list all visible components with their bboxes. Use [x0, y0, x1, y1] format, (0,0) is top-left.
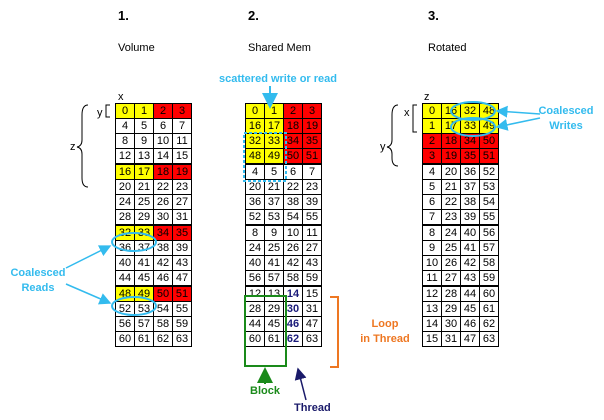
volume-grid-cell: 22 [154, 180, 173, 195]
rotated-grid-cell: 47 [461, 332, 480, 347]
coalesced-read-arrow-2 [66, 284, 110, 303]
shared-mem-grid-cell: 10 [284, 225, 303, 241]
rotated-grid-cell: 29 [442, 302, 461, 317]
volume-grid-cell: 12 [116, 149, 135, 165]
shared-mem-grid-cell: 6 [284, 164, 303, 180]
rotated-grid-cell: 35 [461, 149, 480, 165]
shared-mem-grid-cell: 1 [265, 104, 284, 119]
shared-mem-grid-cell: 30 [284, 302, 303, 317]
rotated-grid-cell: 52 [480, 164, 499, 180]
rotated-grid-cell: 54 [480, 195, 499, 210]
shared-mem-grid-cell: 25 [265, 241, 284, 256]
volume-grid-cell: 29 [135, 210, 154, 226]
shared-mem-grid-cell: 31 [303, 302, 322, 317]
volume-grid-cell: 46 [154, 271, 173, 287]
rotated-grid-cell: 57 [480, 241, 499, 256]
volume-grid-cell: 6 [154, 119, 173, 134]
shared-mem-grid-cell: 23 [303, 180, 322, 195]
rotated-grid-cell: 3 [423, 149, 442, 165]
thread-arrow [298, 369, 306, 400]
rotated-grid-cell: 46 [461, 317, 480, 332]
volume-z-axis-label: z [70, 141, 76, 153]
shared-mem-grid-cell: 2 [284, 104, 303, 119]
shared-mem-grid-cell: 60 [246, 332, 265, 347]
rotated-grid-cell: 36 [461, 164, 480, 180]
rotated-grid-cell: 60 [480, 286, 499, 302]
volume-grid-cell: 11 [173, 134, 192, 149]
rotated-grid-cell: 30 [442, 317, 461, 332]
rotated-grid-cell: 21 [442, 180, 461, 195]
rotated-grid-cell: 59 [480, 271, 499, 287]
volume-grid-cell: 45 [135, 271, 154, 287]
shared-mem-grid-cell: 21 [265, 180, 284, 195]
volume-grid-cell: 53 [135, 302, 154, 317]
rotated-x-bracket [413, 105, 417, 132]
step-2-caption: Shared Mem [248, 42, 311, 54]
volume-grid-cell: 9 [135, 134, 154, 149]
shared-mem-grid-cell: 58 [284, 271, 303, 287]
coalesced-read-ellipse-2 [112, 297, 156, 315]
volume-grid-cell: 38 [154, 241, 173, 256]
shared-mem-grid-cell: 14 [284, 286, 303, 302]
step-2-number: 2. [248, 8, 259, 23]
loop-in-thread-label: Loop in Thread [360, 318, 410, 345]
loop-bracket [330, 297, 338, 367]
shared-mem-grid-cell: 16 [246, 119, 265, 134]
volume-grid-cell: 61 [135, 332, 154, 347]
volume-grid-cell: 33 [135, 225, 154, 241]
volume-grid-cell: 13 [135, 149, 154, 165]
rotated-grid-cell: 61 [480, 302, 499, 317]
shared-mem-grid-cell: 50 [284, 149, 303, 165]
volume-grid-cell: 43 [173, 256, 192, 271]
coalesced-read-ellipse-1 [112, 233, 156, 251]
shared-mem-grid-cell: 37 [265, 195, 284, 210]
volume-grid-cell: 40 [116, 256, 135, 271]
shared-mem-grid-cell: 18 [284, 119, 303, 134]
shared-mem-grid-cell: 35 [303, 134, 322, 149]
rotated-grid-cell: 5 [423, 180, 442, 195]
volume-grid-cell: 32 [116, 225, 135, 241]
scattered-dashed-box [244, 133, 286, 181]
scattered-write-label: scattered write or read [219, 73, 337, 85]
volume-grid-cell: 25 [135, 195, 154, 210]
step-3-caption: Rotated [428, 42, 467, 54]
block-label: Block [250, 385, 280, 397]
shared-mem-grid-cell: 52 [246, 210, 265, 226]
volume-grid-cell: 57 [135, 317, 154, 332]
shared-mem-grid-cell: 44 [246, 317, 265, 332]
volume-grid-cell: 44 [116, 271, 135, 287]
volume-grid-cell: 17 [135, 164, 154, 180]
shared-mem-grid-cell: 46 [284, 317, 303, 332]
shared-mem-grid-cell: 55 [303, 210, 322, 226]
rotated-grid-cell: 7 [423, 210, 442, 226]
shared-mem-grid-cell: 45 [265, 317, 284, 332]
rotated-grid-cell: 10 [423, 256, 442, 271]
volume-grid-cell: 55 [173, 302, 192, 317]
shared-mem-grid-cell: 51 [303, 149, 322, 165]
coalesced-reads-label: Coalesced Reads [10, 267, 66, 294]
rotated-grid-cell: 22 [442, 195, 461, 210]
rotated-grid-cell: 4 [423, 164, 442, 180]
shared-mem-grid-cell: 62 [284, 332, 303, 347]
shared-mem-grid-cell: 9 [265, 225, 284, 241]
shared-mem-grid-cell: 57 [265, 271, 284, 287]
volume-grid-cell: 28 [116, 210, 135, 226]
volume-y-axis-label: y [97, 107, 103, 119]
volume-grid-cell: 16 [116, 164, 135, 180]
shared-mem-grid-cell: 20 [246, 180, 265, 195]
volume-grid-cell: 34 [154, 225, 173, 241]
shared-mem-grid-cell: 61 [265, 332, 284, 347]
shared-mem-grid-cell: 8 [246, 225, 265, 241]
shared-mem-grid-cell: 26 [284, 241, 303, 256]
volume-grid-cell: 2 [154, 104, 173, 119]
shared-mem-grid-cell: 33 [265, 134, 284, 149]
shared-mem-grid-cell: 19 [303, 119, 322, 134]
rotated-z-axis-label: z [424, 91, 430, 103]
volume-grid-cell: 36 [116, 241, 135, 256]
coalesced-write-arrow-2 [497, 118, 540, 127]
shared-mem-grid-cell: 49 [265, 149, 284, 165]
volume-grid-cell: 39 [173, 241, 192, 256]
shared-mem-grid-cell: 59 [303, 271, 322, 287]
rotated-grid-cell: 55 [480, 210, 499, 226]
volume-grid-cell: 35 [173, 225, 192, 241]
rotated-grid-cell: 53 [480, 180, 499, 195]
volume-grid-cell: 26 [154, 195, 173, 210]
volume-grid-cell: 7 [173, 119, 192, 134]
shared-mem-grid-cell: 4 [246, 164, 265, 180]
volume-grid-cell: 48 [116, 286, 135, 302]
rotated-grid-cell: 18 [442, 134, 461, 149]
volume-grid-cell: 20 [116, 180, 135, 195]
rotated-grid-cell: 49 [480, 119, 499, 134]
rotated-grid-cell: 41 [461, 241, 480, 256]
shared-mem-grid-cell: 63 [303, 332, 322, 347]
shared-mem-grid-cell: 17 [265, 119, 284, 134]
step-1-caption: Volume [118, 42, 155, 54]
rotated-grid-cell: 37 [461, 180, 480, 195]
rotated-grid-cell: 15 [423, 332, 442, 347]
volume-grid-cell: 19 [173, 164, 192, 180]
rotated-grid-cell: 25 [442, 241, 461, 256]
rotated-grid-cell: 11 [423, 271, 442, 287]
rotated-grid-cell: 38 [461, 195, 480, 210]
rotated-grid-cell: 17 [442, 119, 461, 134]
shared-mem-grid-cell: 54 [284, 210, 303, 226]
shared-mem-grid-cell: 42 [284, 256, 303, 271]
shared-mem-grid-cell: 27 [303, 241, 322, 256]
volume-x-axis-label: x [118, 91, 124, 103]
rotated-grid-cell: 40 [461, 225, 480, 241]
shared-mem-grid-cell: 32 [246, 134, 265, 149]
rotated-grid-cell: 34 [461, 134, 480, 149]
rotated-grid-cell: 1 [423, 119, 442, 134]
volume-grid-cell: 15 [173, 149, 192, 165]
rotated-grid-cell: 26 [442, 256, 461, 271]
rotated-grid-cell: 48 [480, 104, 499, 119]
rotated-grid-cell: 8 [423, 225, 442, 241]
shared-mem-grid-cell: 36 [246, 195, 265, 210]
rotated-grid-cell: 6 [423, 195, 442, 210]
volume-grid-cell: 54 [154, 302, 173, 317]
volume-grid-cell: 0 [116, 104, 135, 119]
shared-mem-grid-cell: 40 [246, 256, 265, 271]
volume-grid-cell: 50 [154, 286, 173, 302]
volume-grid-cell: 5 [135, 119, 154, 134]
rotated-grid-cell: 62 [480, 317, 499, 332]
step-1-number: 1. [118, 8, 129, 23]
volume-grid-cell: 56 [116, 317, 135, 332]
rotated-grid-cell: 13 [423, 302, 442, 317]
volume-grid-cell: 31 [173, 210, 192, 226]
shared-mem-grid-cell: 53 [265, 210, 284, 226]
shared-mem-grid-cell: 34 [284, 134, 303, 149]
rotated-grid-cell: 20 [442, 164, 461, 180]
coalesced-write-arrow-1 [497, 111, 540, 114]
volume-grid-cell: 37 [135, 241, 154, 256]
volume-grid-cell: 58 [154, 317, 173, 332]
rotated-grid-cell: 43 [461, 271, 480, 287]
shared-mem-grid-cell: 28 [246, 302, 265, 317]
rotated-grid-cell: 0 [423, 104, 442, 119]
volume-grid-cell: 62 [154, 332, 173, 347]
shared-mem-grid-cell: 43 [303, 256, 322, 271]
rotated-grid-cell: 33 [461, 119, 480, 134]
volume-grid-cell: 51 [173, 286, 192, 302]
shared-mem-grid-cell: 11 [303, 225, 322, 241]
rotated-grid-cell: 28 [442, 286, 461, 302]
volume-grid-cell: 10 [154, 134, 173, 149]
block-box [245, 296, 286, 366]
rotated-grid-cell: 2 [423, 134, 442, 149]
volume-grid-cell: 21 [135, 180, 154, 195]
rotated-grid-cell: 23 [442, 210, 461, 226]
shared-mem-grid-cell: 48 [246, 149, 265, 165]
shared-mem-grid-cell: 15 [303, 286, 322, 302]
volume-grid-cell: 49 [135, 286, 154, 302]
shared-mem-grid-cell: 39 [303, 195, 322, 210]
shared-mem-grid-cell: 22 [284, 180, 303, 195]
volume-grid-cell: 23 [173, 180, 192, 195]
rotated-grid-cell: 12 [423, 286, 442, 302]
rotated-y-brace [387, 105, 398, 166]
shared-mem-grid-cell: 12 [246, 286, 265, 302]
coalesced-read-arrow-1 [66, 246, 110, 268]
shared-mem-grid-cell: 56 [246, 271, 265, 287]
rotated-grid-cell: 24 [442, 225, 461, 241]
rotated-x-axis-label: x [404, 107, 410, 119]
shared-mem-grid-cell: 38 [284, 195, 303, 210]
rotated-grid-cell: 51 [480, 149, 499, 165]
volume-grid-cell: 59 [173, 317, 192, 332]
rotated-grid-cell: 63 [480, 332, 499, 347]
shared-mem-grid-cell: 24 [246, 241, 265, 256]
volume-grid-cell: 27 [173, 195, 192, 210]
step-3-number: 3. [428, 8, 439, 23]
rotated-grid-cell: 27 [442, 271, 461, 287]
volume-grid-cell: 18 [154, 164, 173, 180]
volume-y-bracket [106, 105, 110, 117]
volume-grid-cell: 14 [154, 149, 173, 165]
shared-mem-grid-cell: 3 [303, 104, 322, 119]
volume-grid-cell: 63 [173, 332, 192, 347]
rotated-grid-cell: 45 [461, 302, 480, 317]
volume-grid-cell: 60 [116, 332, 135, 347]
rotated-grid-cell: 19 [442, 149, 461, 165]
shared-mem-grid-cell: 47 [303, 317, 322, 332]
volume-grid-cell: 4 [116, 119, 135, 134]
volume-grid-cell: 42 [154, 256, 173, 271]
shared-mem-grid-cell: 5 [265, 164, 284, 180]
volume-z-brace [77, 105, 88, 187]
shared-mem-grid-cell: 41 [265, 256, 284, 271]
rotated-grid-cell: 50 [480, 134, 499, 149]
rotated-grid-cell: 9 [423, 241, 442, 256]
volume-grid-cell: 30 [154, 210, 173, 226]
shared-mem-grid-cell: 29 [265, 302, 284, 317]
rotated-grid-cell: 16 [442, 104, 461, 119]
volume-grid-cell: 3 [173, 104, 192, 119]
rotated-grid-cell: 42 [461, 256, 480, 271]
volume-grid-cell: 1 [135, 104, 154, 119]
rotated-grid-cell: 39 [461, 210, 480, 226]
volume-grid-cell: 8 [116, 134, 135, 149]
shared-mem-grid-cell: 0 [246, 104, 265, 119]
volume-grid-cell: 47 [173, 271, 192, 287]
rotated-grid-cell: 44 [461, 286, 480, 302]
rotated-grid-cell: 14 [423, 317, 442, 332]
thread-label: Thread [294, 402, 331, 414]
rotated-grid-cell: 56 [480, 225, 499, 241]
shared-mem-grid-cell: 13 [265, 286, 284, 302]
rotated-grid-cell: 31 [442, 332, 461, 347]
rotated-y-axis-label: y [380, 141, 386, 153]
coalesced-writes-label: Coalesced Writes [538, 105, 594, 132]
shared-mem-grid-cell: 7 [303, 164, 322, 180]
volume-grid-cell: 24 [116, 195, 135, 210]
rotated-grid-cell: 32 [461, 104, 480, 119]
volume-grid-cell: 41 [135, 256, 154, 271]
rotated-grid-cell: 58 [480, 256, 499, 271]
volume-grid-cell: 52 [116, 302, 135, 317]
